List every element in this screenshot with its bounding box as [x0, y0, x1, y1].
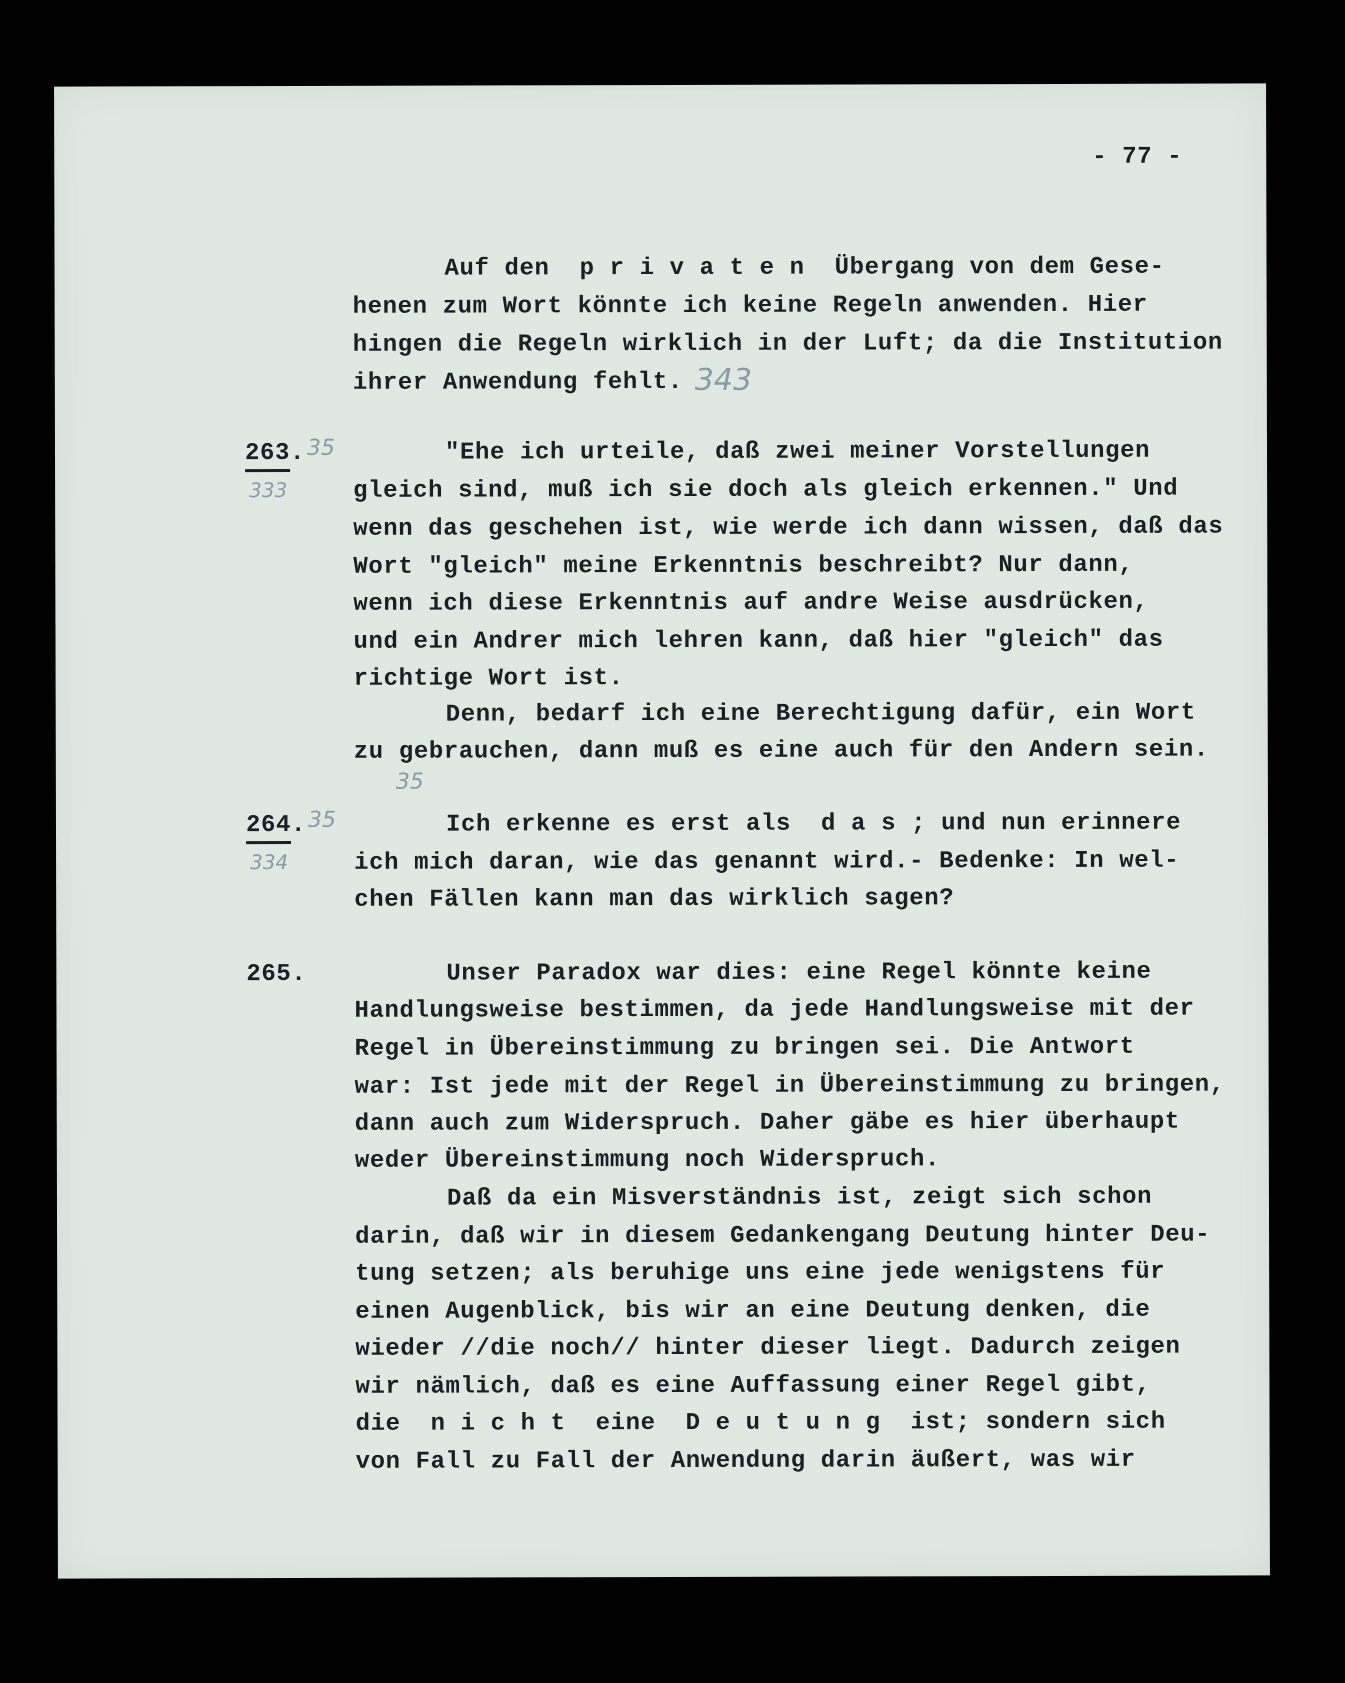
text-line: darin, daß wir in diesem Gedankengang Deutung hinter Deu-: [355, 1221, 1211, 1251]
text-line: henen zum Wort könnte ich keine Regeln anwenden. Hier: [352, 291, 1148, 321]
text-line: Auf den p r i v a t e n Übergang von dem Gese-: [444, 253, 1165, 283]
text-line: gleich sind, muß ich sie doch als gleich erkennen." Und: [353, 475, 1179, 505]
section-number-265: 265.: [246, 960, 307, 989]
text-line: wir nämlich, daß es eine Auffassung einer Regel gibt,: [355, 1371, 1151, 1401]
typewritten-page: [54, 83, 1270, 1578]
text-line: richtige Wort ist.: [353, 665, 624, 693]
text-line: ich mich daran, wie das genannt wird.- Bedenke: In wel-: [354, 847, 1180, 877]
section-number-264: 264.: [246, 812, 306, 839]
text-line: Wort "gleich" meine Erkenntnis beschreibt? Nur dann,: [353, 551, 1134, 581]
handwritten-ms-page: 333: [249, 477, 288, 503]
text-line: wenn das geschehen ist, wie werde ich dann wissen, daß das: [353, 513, 1224, 543]
text-line: tung setzen; als beruhige uns eine jede wenigstens für: [355, 1258, 1166, 1288]
text-line: weder Übereinstimmung noch Widerspruch.: [354, 1146, 940, 1175]
handwritten-mark: 35: [306, 435, 336, 461]
text-line: Denn, bedarf ich eine Berechtigung dafür, ein Wort: [445, 699, 1196, 729]
text-line: zu gebrauchen, dann muß es eine auch für den Andern sein.: [353, 736, 1209, 766]
text-line: hingen die Regeln wirklich in der Luft; da die Institution: [352, 329, 1223, 359]
text-line: chen Fällen kann man das wirklich sagen?: [354, 885, 955, 914]
section-number-263: 263.: [245, 440, 305, 467]
text-line: "Ehe ich urteile, daß zwei meiner Vorstellungen: [444, 437, 1151, 467]
text-line: die n i c h t eine D e u t u n g ist; sondern sich: [355, 1408, 1166, 1438]
text-line: Unser Paradox war dies: eine Regel könnte keine: [446, 958, 1152, 988]
text-line: Regel in Übereinstimmung zu bringen sei. Die Antwort: [354, 1033, 1135, 1063]
text-line: Daß da ein Misverständnis ist, zeigt sich schon: [446, 1183, 1153, 1213]
text-line: und ein Andrer mich lehren kann, daß hier "gleich" das: [353, 626, 1164, 656]
handwritten-ms-page: 334: [250, 849, 289, 875]
text-line: Ich erkenne es erst als d a s ; und nun erinnere: [445, 809, 1182, 839]
handwritten-mark: 35: [307, 807, 337, 833]
handwritten-mark: 35: [395, 769, 424, 795]
text-line: wieder //die noch// hinter dieser liegt. Dadurch zeigen: [355, 1333, 1181, 1363]
page-number: - 77 -: [1092, 143, 1183, 171]
text-line: dann auch zum Widerspruch. Daher gäbe es hier überhaupt: [354, 1108, 1180, 1138]
text-line: von Fall zu Fall der Anwendung darin äußert, was wir: [355, 1446, 1136, 1476]
text-line: ihrer Anwendung fehlt.: [352, 368, 683, 397]
handwritten-note: 343: [694, 362, 753, 398]
text-line: war: Ist jede mit der Regel in Übereinstimmung zu bringen,: [354, 1071, 1225, 1101]
text-line: wenn ich diese Erkenntnis auf andre Weise ausdrücken,: [353, 588, 1149, 618]
text-line: einen Augenblick, bis wir an eine Deutung denken, die: [355, 1296, 1151, 1326]
text-line: Handlungsweise bestimmen, da jede Handlungsweise mit der: [354, 995, 1195, 1025]
